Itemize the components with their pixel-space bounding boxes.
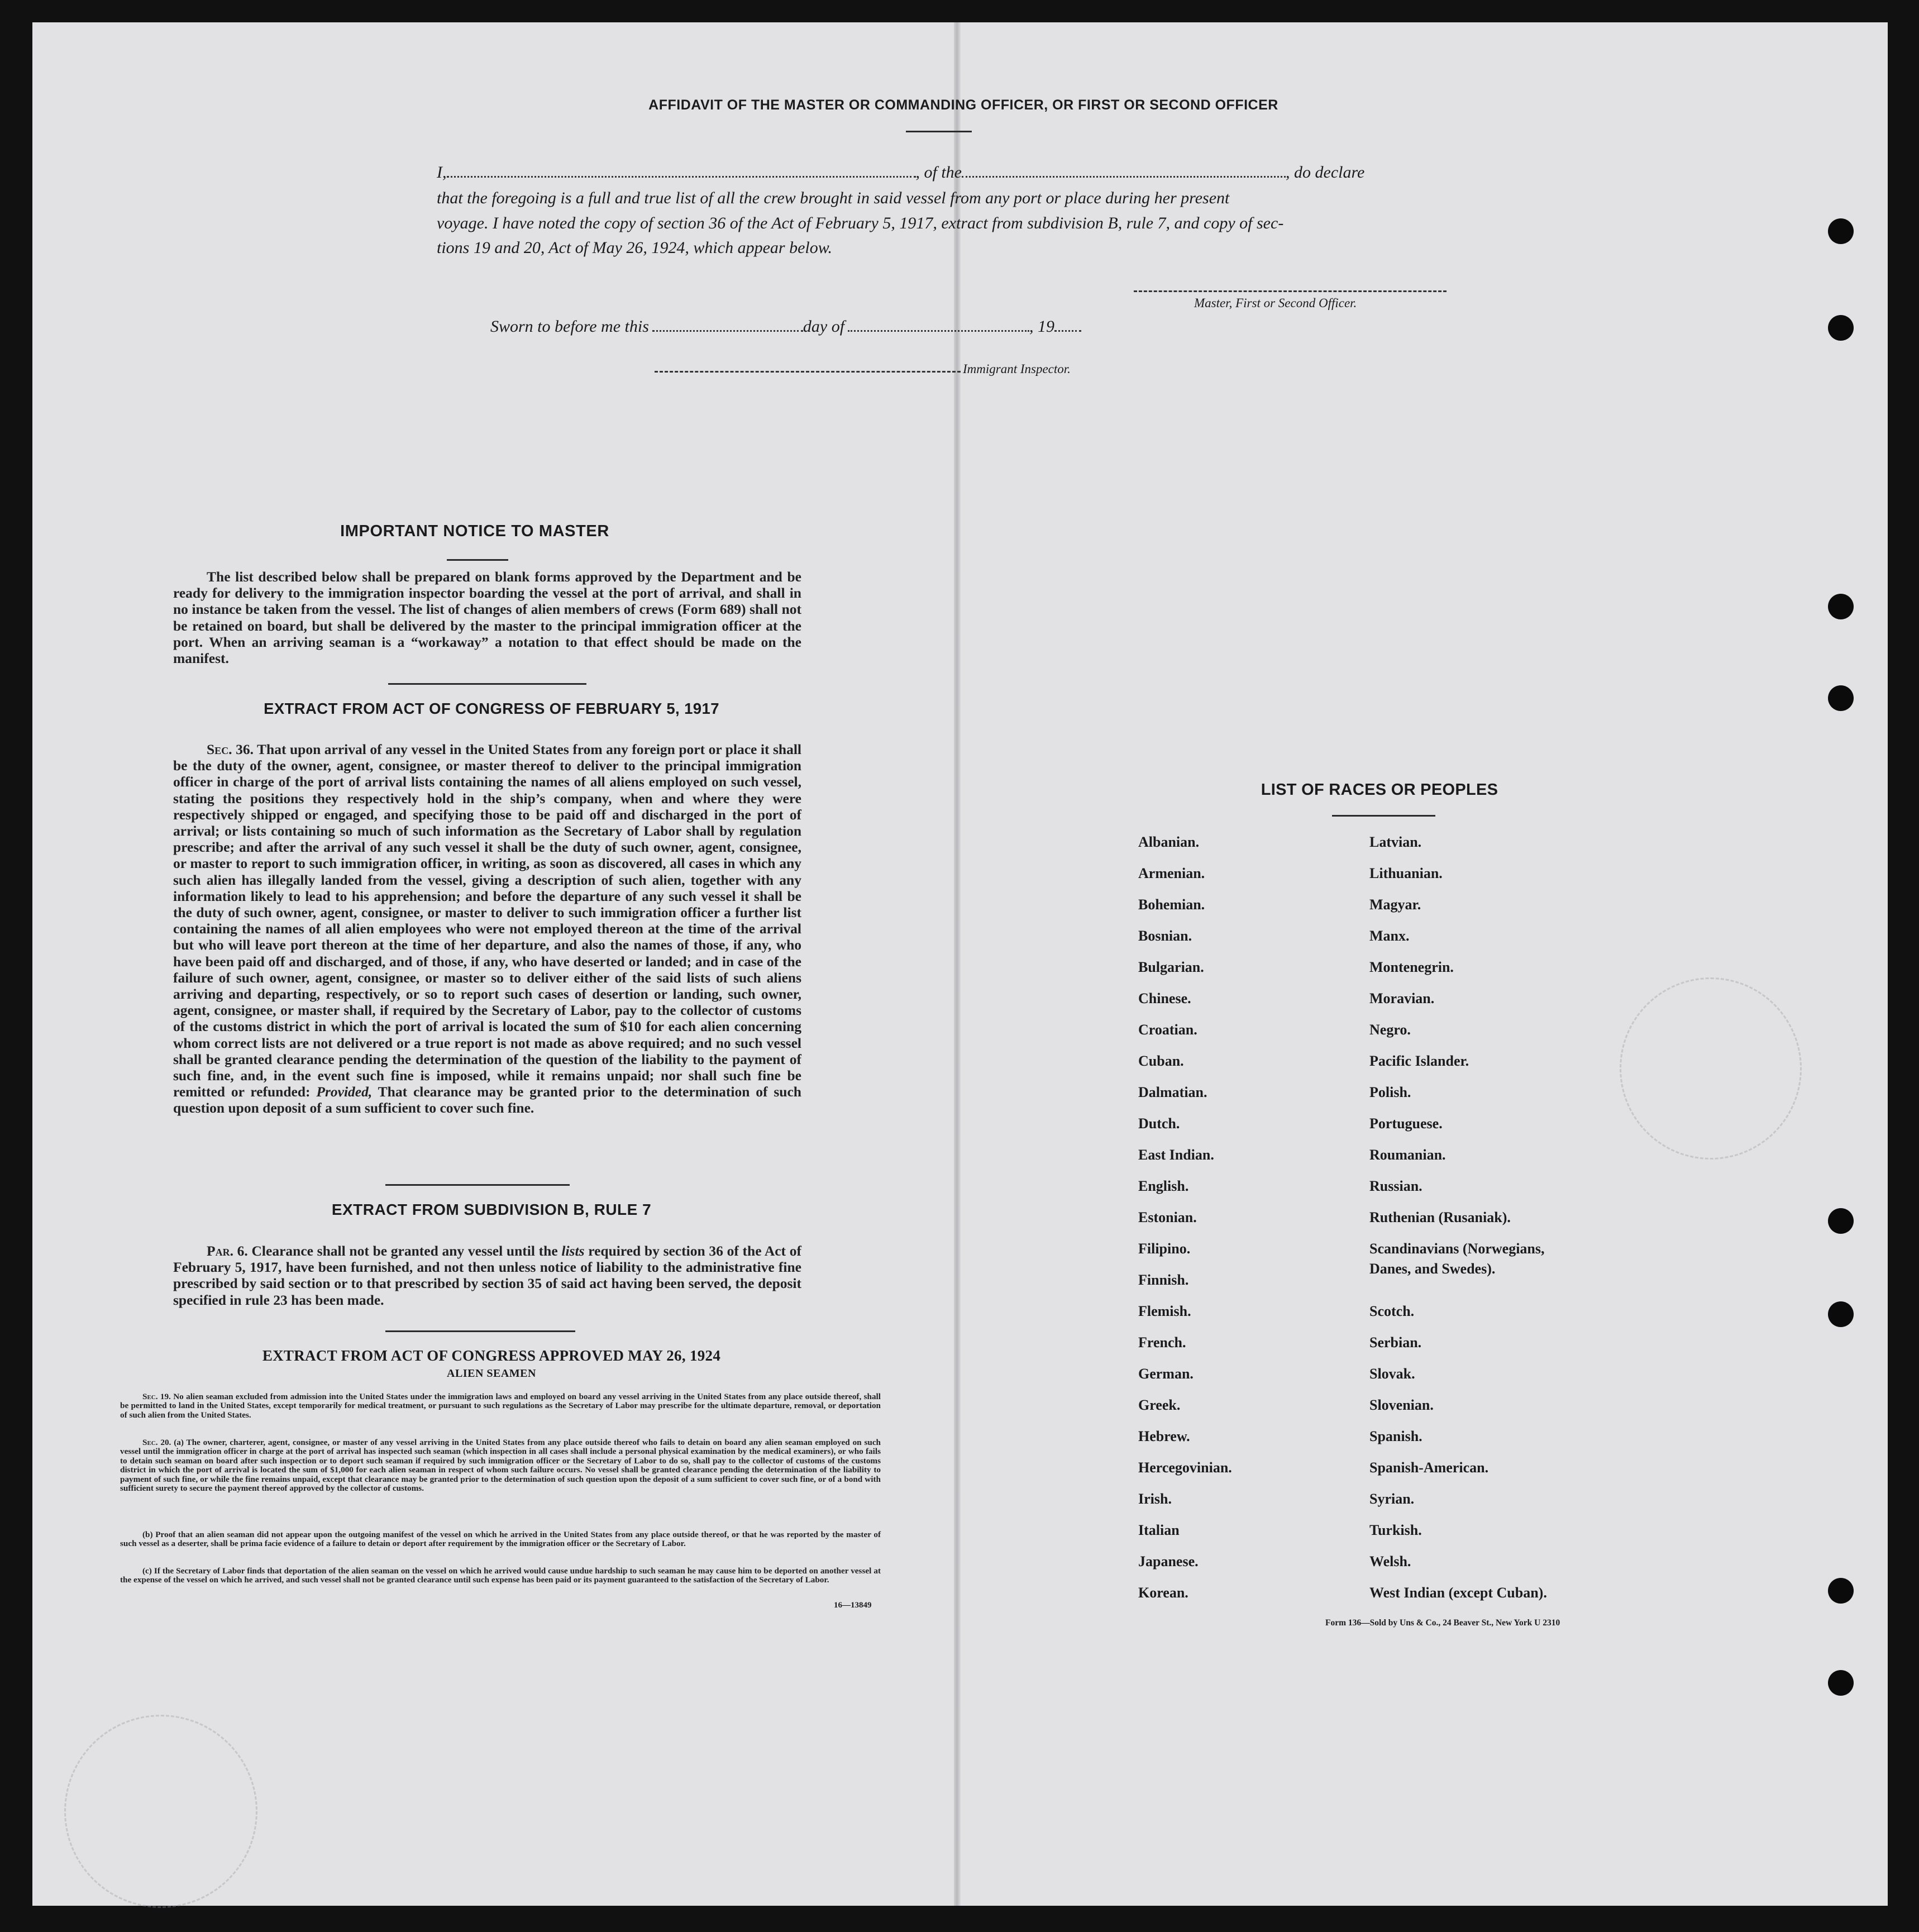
race-right-item: Ruthenian (Rusaniak). <box>1369 1209 1511 1225</box>
race-left-item: Korean. <box>1138 1585 1188 1601</box>
act1924-sec19-text: No alien seaman excluded from admission into the United States under the immigration laws and employed on board any vessel arriving in the United States from any place outside thereof, shall be permitted to land in the United States, except temporarily for medical treatment, or pursuant to such regulations as the Secretary of Labor may prescribe for the ultimate departure, removal, or deportation of such alien from the United States. <box>120 1392 881 1420</box>
race-right-item: Negro. <box>1369 1022 1411 1038</box>
declaration-line-2: that the foregoing is a full and true list of all the crew brought in said vessel from any port or place during her present <box>437 189 1230 207</box>
act1924-title: EXTRACT FROM ACT OF CONGRESS APPROVED MAY 26, 1924 <box>262 1347 721 1364</box>
punch-hole <box>1828 1578 1854 1604</box>
act1917-end-rule <box>385 1184 570 1186</box>
rule7-end-rule <box>385 1330 575 1332</box>
race-left-item: Italian <box>1138 1522 1180 1538</box>
inspector-signature-blank <box>655 371 961 373</box>
sworn-day-of: day of <box>803 317 845 336</box>
punch-hole <box>1828 685 1854 711</box>
embossed-seal <box>64 1715 257 1908</box>
act1924-sec20-label: Sec. 20. <box>142 1438 171 1447</box>
race-left-item: Bosnian. <box>1138 928 1192 944</box>
race-left-item: Bulgarian. <box>1138 959 1204 975</box>
sworn-line <box>490 317 1081 336</box>
race-right-item: Lithuanian. <box>1369 865 1443 881</box>
rule7-title: EXTRACT FROM SUBDIVISION B, RULE 7 <box>331 1201 652 1218</box>
act1917-body-end: That clearance may be granted prior to the determination of such question upon deposit of a sum sufficient to cover such fine. <box>173 1084 801 1117</box>
act1924-sec20a-text: (a) The owner, charterer, agent, consignee, or master of any vessel arriving in the United States from any place outside thereof who fails to detain on board any alien seaman employed on such vessel until the immigration officer in charge at the port of arrival has inspected such seaman (which inspection in all cases shall include a personal physical examination by the medical examiners), or who fails to detain such seaman on board after such inspection or to deport such seaman if required by such immigration officer or the Secretary of Labor to do so, shall pay to the collector of customs of the customs district in which the port of arrival is located the sum of $1,000 for each alien seaman in respect of whom such failure occurs. No vessel shall be granted clearance pending the determination of the liability to payment of such fine, or while the fine remains unpaid, except that clearance may be granted prior to the determination of such question upon the deposit of a sum sufficient to cover such fine, or of a bond with sufficient surety to secure the payment thereof approved by the collector of customs. <box>120 1438 881 1494</box>
race-right-item: Scandinavians (Norwegians, <box>1369 1241 1545 1257</box>
page-fold <box>954 22 961 1906</box>
notice-text: The list described below shall be prepared on blank forms approved by the Department and be ready for delivery to the immigration inspector boarding the vessel at the port of arrival, and shall in no instance be taken from the vessel. The list of changes of alien members of crews (Form 689) shall not be retained on board, but shall be delivered by the master to the principal immigration officer at the port. When an arriving seaman is a “workaway” a notation to that effect should be made on the manifest. <box>173 569 801 667</box>
race-left-item: Flemish. <box>1138 1303 1191 1319</box>
race-right-item: Pacific Islander. <box>1369 1053 1469 1069</box>
race-left-item: Hebrew. <box>1138 1428 1190 1444</box>
race-right-item: Slovak. <box>1369 1366 1415 1382</box>
rule7-body-a: Clearance shall not be granted any vessel until the <box>251 1243 558 1259</box>
name-blank <box>447 175 916 178</box>
race-left-item: Hercegovinian. <box>1138 1459 1232 1476</box>
form-note: Form 136—Sold by Uns & Co., 24 Beaver St., New York U 2310 <box>1325 1618 1560 1628</box>
race-right-item: Manx. <box>1369 928 1410 944</box>
sworn-date-blank <box>652 330 803 332</box>
race-left-item: East Indian. <box>1138 1147 1214 1163</box>
punch-hole <box>1828 1208 1854 1234</box>
race-right-item: Magyar. <box>1369 896 1421 913</box>
vessel-blank <box>962 175 1286 178</box>
race-left-item: Dalmatian. <box>1138 1084 1207 1100</box>
sworn-year: , 19 <box>1029 317 1055 336</box>
act1924-subtitle: ALIEN SEAMEN <box>447 1367 536 1380</box>
race-left-item: Chinese. <box>1138 990 1191 1006</box>
punch-hole <box>1828 315 1854 341</box>
race-left-item: Armenian. <box>1138 865 1205 881</box>
race-right-item: Turkish. <box>1369 1522 1422 1538</box>
master-signature-blank <box>1134 290 1447 292</box>
race-right-item: Scotch. <box>1369 1303 1415 1319</box>
decl-i-label: I, <box>437 163 447 182</box>
race-right-item: Russian. <box>1369 1178 1422 1194</box>
race-left-item: Cuban. <box>1138 1053 1184 1069</box>
affidavit-title: AFFIDAVIT OF THE MASTER OR COMMANDING OFFICER, OR FIRST OR SECOND OFFICER <box>648 97 1278 113</box>
rule7-par-label: Par. 6. <box>207 1243 248 1259</box>
act1924-sec19 <box>120 1392 881 1420</box>
race-right-item: Roumanian. <box>1369 1147 1446 1163</box>
race-right-item: Syrian. <box>1369 1491 1415 1507</box>
act1924-sec20b: (b) Proof that an alien seaman did not appear upon the outgoing manifest of the vessel on which he arrived in the United States from any place outside thereof, or that he was reported by the master of such vessel as a deserter, shall be prima facie evidence of a failure to detain or deport after requirement by the immigration officer or the Secretary of Labor. <box>120 1530 881 1549</box>
race-right-item: Latvian. <box>1369 834 1422 850</box>
race-right-item: Portuguese. <box>1369 1115 1443 1132</box>
race-left-item: Greek. <box>1138 1397 1181 1413</box>
notice-title-rule <box>447 559 508 561</box>
act1924-sec20c: (c) If the Secretary of Labor finds that deportation of the alien seaman on the vessel on which he arrived would cause undue hardship to such seaman he may cause him to be deported on another vessel at the expense of the vessel on which he arrived, and such vessel shall not be granted clearance until such expense has been paid or its payment guaranteed to the satisfaction of the Secretary of Labor. <box>120 1566 881 1585</box>
race-scandinavian-continued: Danes, and Swedes). <box>1369 1261 1496 1277</box>
print-code: 16—13849 <box>834 1601 872 1610</box>
races-title-rule <box>1332 815 1435 817</box>
declaration-line-4: tions 19 and 20, Act of May 26, 1924, which appear below. <box>437 238 833 257</box>
act1917-provided: Provided, <box>316 1084 373 1100</box>
race-left-item: Finnish. <box>1138 1272 1189 1288</box>
race-right-item: Welsh. <box>1369 1553 1411 1570</box>
act1917-sec-label: Sec. 36. <box>207 741 254 757</box>
notice-title: IMPORTANT NOTICE TO MASTER <box>340 522 609 540</box>
inspector-label: Immigrant Inspector. <box>963 362 1071 376</box>
races-title: LIST OF RACES OR PEOPLES <box>1261 781 1498 799</box>
race-left-item: Filipino. <box>1138 1241 1191 1257</box>
punch-hole <box>1828 218 1854 244</box>
race-right-item: Montenegrin. <box>1369 959 1454 975</box>
rule7-body-b: required by section 36 of the Act of February 5, 1917, have been furnished, and not then unless notice of liability to the administrative fine prescribed by said section or to that prescribed by section 35 of said act having been served, the deposit specified in rule 23 has been made. <box>173 1243 802 1308</box>
declaration-line-1 <box>437 163 1476 182</box>
race-right-item: Spanish. <box>1369 1428 1422 1444</box>
race-right-item: Spanish-American. <box>1369 1459 1489 1476</box>
race-left-item: German. <box>1138 1366 1194 1382</box>
notice-end-rule <box>388 683 586 685</box>
race-left-item: Irish. <box>1138 1491 1172 1507</box>
rule7-text <box>173 1243 801 1308</box>
act1917-text <box>173 741 801 1117</box>
race-right-item: Slovenian. <box>1369 1397 1434 1413</box>
embossed-seal <box>1620 977 1802 1160</box>
race-left-item: English. <box>1138 1178 1189 1194</box>
race-left-item: Croatian. <box>1138 1022 1197 1038</box>
punch-hole <box>1828 1301 1854 1327</box>
act1917-title: EXTRACT FROM ACT OF CONGRESS OF FEBRUARY 5, 1917 <box>264 700 719 717</box>
rule7-lists-word: lists <box>561 1243 585 1259</box>
race-right-item: Serbian. <box>1369 1334 1422 1351</box>
race-left-item: Bohemian. <box>1138 896 1205 913</box>
race-right-item: West Indian (except Cuban). <box>1369 1585 1547 1601</box>
race-right-item: Polish. <box>1369 1084 1411 1100</box>
master-signature-label: Master, First or Second Officer. <box>1194 296 1357 310</box>
punch-hole <box>1828 594 1854 619</box>
race-left-item: Japanese. <box>1138 1553 1199 1570</box>
race-left-item: French. <box>1138 1334 1186 1351</box>
decl-of-the-label: , of the <box>915 163 962 182</box>
sworn-year-blank <box>1054 330 1081 332</box>
declaration-line-3: voyage. I have noted the copy of section 36 of the Act of February 5, 1917, extract from subdivision B, rule 7, and copy of sec- <box>437 214 1284 232</box>
act1924-sec19-label: Sec. 19. <box>142 1392 171 1401</box>
decl-do-declare-label: , do declare <box>1286 163 1365 182</box>
sworn-prefix: Sworn to before me this <box>490 317 649 336</box>
punch-hole <box>1828 1670 1854 1696</box>
act1924-sec20a <box>120 1438 881 1493</box>
race-left-item: Albanian. <box>1138 834 1200 850</box>
race-left-item: Dutch. <box>1138 1115 1180 1132</box>
race-left-item: Estonian. <box>1138 1209 1197 1225</box>
act1917-body: That upon arrival of any vessel in the United States from any foreign port or place it shall be the duty of the owner, agent, consignee, or master thereof to deliver to the principal immigration officer in charge of the port of arrival lists containing the names of all aliens employed on such vessel, stating the positions they respectively hold in the ship’s company, when and where they were respectively shipped or engaged, and specifying those to be paid off and discharged in the port of arrival; or lists containing so much of such information as the Secretary of Labor shall by regulation prescribe; and after the arrival of any such vessel it shall be the duty of such owner, agent, consignee, or master to report to such immigration officer, in writing, as soon as discovered, all cases in which any such alien has illegally landed from the vessel, giving a description of such alien, together with any information likely to lead to his apprehension; and before the departure of any such vessel it shall be the duty of such owner, agent, consignee, or master to deliver to such immigration officer a further list containing the names of all alien employees who were not employed thereon at the time of the arrival but who will leave port thereon at the time of her departure, and also the names of those, if any, who have been paid off and discharged, and of those, if any, who have deserted or landed; and in case of the failure of such owner, agent, consignee, or master so to deliver either of the said lists of such aliens arriving and departing, respectively, or so to report such cases of desertion or landing, such owner, agent, consignee, or master shall, if required by the Secretary of Labor, pay to the collector of customs of the customs district in which the port of arrival is located the sum of $10 for each alien concerning whom correct lists are not delivered or a true report is not made as above required; and no such vessel shall be granted clearance pending the determination of the question of the liability to the payment of such fine, and, in the event such fine is imposed, while it remains unpaid; nor shall such fine be remitted or refunded: <box>173 741 801 1100</box>
affidavit-title-rule <box>906 131 972 132</box>
race-right-item: Moravian. <box>1369 990 1435 1006</box>
sworn-month-blank <box>848 330 1029 332</box>
